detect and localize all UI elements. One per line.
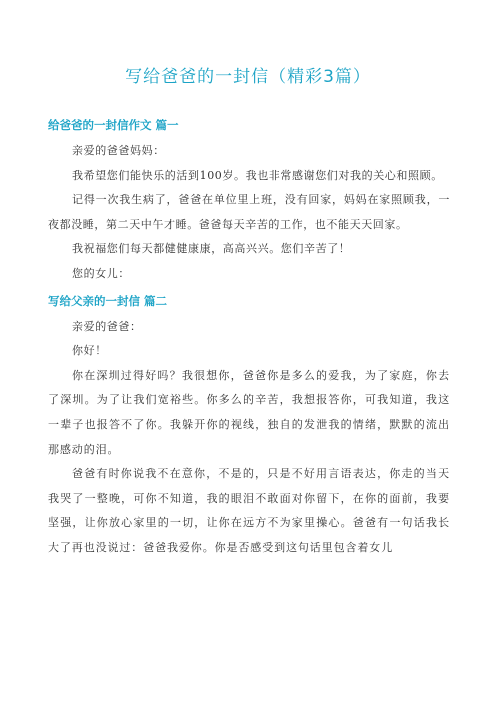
section-2-paragraph-2: 爸爸有时你说我不在意你，不是的，只是不好用言语表达，你走的当天我哭了一整晚，可你不知道，我的眼泪不敢面对你留下，在你的面前，我要坚强，让你放心家里的一切，让你在远方不为家里操心。爸爸有一句话我长大了再也没说过：爸爸我爱你。你是否感受到这句话里包含着女儿: [48, 467, 450, 554]
section-1-salutation: 亲爱的爸爸妈妈：: [72, 144, 165, 157]
section-2-greeting: 你好！: [72, 344, 107, 358]
section-1-heading: 给爸爸的一封信作文 篇一: [48, 118, 179, 132]
section-1-paragraph-3: 我祝福您们每天都健健康康，高高兴兴。您们辛苦了！: [72, 242, 351, 256]
document-title: 写给爸爸的一封信（精彩3篇）: [125, 67, 371, 87]
section-1-paragraph-2: 记得一次我生病了，爸爸在单位里上班，没有回家，妈妈在家照顾我，一夜都没睡，第二天中午才睡。爸爸每天辛苦的工作，也不能天天回家。: [48, 193, 450, 231]
document-body: [48, 113, 450, 561]
section-1-paragraph-1: 我希望您们能快乐的活到100岁。我也非常感谢您们对我的关心和照顾。: [72, 168, 443, 182]
section-2-heading: 写给父亲的一封信 篇二: [48, 293, 168, 308]
section-2-paragraph-1: 你在深圳过得好吗？我很想你，爸爸你是多么的爱我，为了家庭，你去了深圳。为了让我们宽裕些。你多么的辛苦，我想报答你，可我知道，我这一辈子也报答不了你。我躲开你的视线，独自的发泄我的情绪，默默的流出那感动的泪。: [48, 368, 450, 456]
section-2-salutation: 亲爱的爸爸：: [72, 319, 142, 333]
section-1-signature: 您的女儿：: [72, 266, 130, 280]
